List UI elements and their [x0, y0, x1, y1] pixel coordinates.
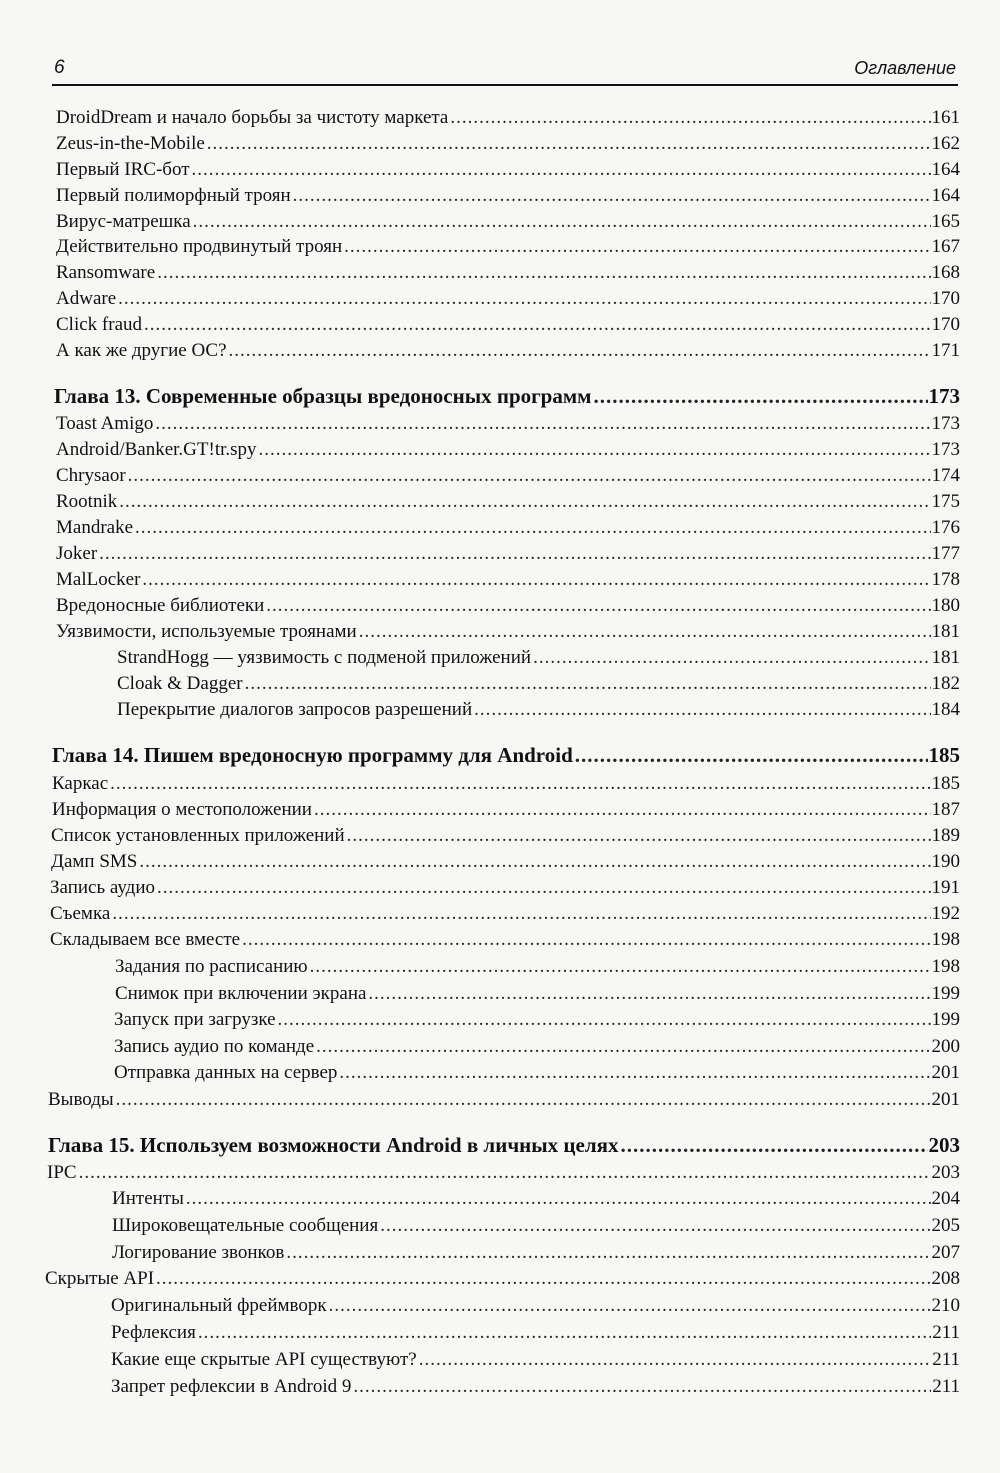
leader-dots: [192, 157, 931, 183]
toc-entry-title: Дамп SMS: [51, 851, 138, 872]
leader-dots: [155, 411, 930, 437]
toc-entry-page: 192: [931, 903, 960, 924]
toc-entry-page: 173: [931, 439, 960, 460]
leader-dots: [286, 1240, 930, 1266]
leader-dots: [110, 771, 930, 797]
toc-entry-title: Съемка: [50, 903, 111, 924]
toc-entry-page: 181: [931, 621, 960, 642]
leader-dots: [193, 209, 931, 235]
toc-entry-page: 210: [931, 1295, 960, 1316]
toc-entry[interactable]: [56, 183, 960, 209]
toc-entry[interactable]: [51, 823, 960, 849]
leader-dots: [339, 1060, 930, 1086]
toc-entry[interactable]: [56, 209, 960, 235]
toc-entry-title: Ransomware: [56, 262, 156, 283]
toc-entry-page: 199: [931, 983, 960, 1004]
toc-entry-title: StrandHogg — уязвимость с подменой приложений: [117, 647, 532, 668]
toc-entry-title: Первый IRC-бот: [56, 159, 190, 180]
toc-entry-page: 187: [931, 799, 960, 820]
toc-entry-page: 191: [931, 877, 960, 898]
toc-entry-page: 164: [931, 159, 960, 180]
toc-entry-title: Список установленных приложений: [51, 825, 345, 846]
toc-entry-title: Перекрытие диалогов запросов разрешений: [117, 699, 473, 720]
toc-entry[interactable]: [56, 105, 960, 131]
toc-entry[interactable]: [50, 875, 960, 901]
toc-entry[interactable]: [56, 157, 960, 183]
toc-entry[interactable]: [56, 463, 960, 489]
leader-dots: [99, 541, 930, 567]
toc-entry-page: 205: [931, 1215, 960, 1236]
toc-entry-title: Складываем все вместе: [50, 929, 241, 950]
toc-entry-page: 165: [931, 211, 960, 232]
toc-entry[interactable]: [47, 1160, 960, 1186]
toc-entry-title: Adware: [56, 288, 117, 309]
toc-entry-page: 178: [931, 569, 960, 590]
toc-entry-title: Снимок при включении экрана: [115, 983, 367, 1004]
toc-entry-title: Выводы: [48, 1089, 114, 1110]
toc-entry-title: Рефлексия: [111, 1322, 196, 1343]
toc-entry-title: IPC: [47, 1162, 77, 1183]
toc-entry-page: 207: [931, 1242, 960, 1263]
toc-entry-title: Интенты: [112, 1188, 184, 1209]
toc-entry-page: 174: [931, 465, 960, 486]
toc-chapter-15[interactable]: [48, 1130, 960, 1160]
toc-entry-page: 198: [931, 956, 960, 977]
toc-entry-page: 161: [931, 107, 960, 128]
toc-entry-page: 170: [931, 288, 960, 309]
toc-entry-page: 176: [931, 517, 960, 538]
toc-subentry[interactable]: [114, 1007, 960, 1033]
toc-entry-title: Вирус-матрешка: [56, 211, 191, 232]
toc-entry-title: Toast Amigo: [56, 413, 154, 434]
toc-entry[interactable]: [52, 797, 960, 823]
toc-entry-title: Вредоносные библиотеки: [56, 595, 265, 616]
toc-entry[interactable]: [50, 927, 960, 953]
toc-entry-title: Отправка данных на сервер: [114, 1062, 338, 1083]
leader-dots: [533, 645, 930, 671]
toc-chapter-14[interactable]: [52, 740, 960, 770]
leader-dots: [242, 927, 930, 953]
leader-dots: [353, 1374, 931, 1400]
toc-entry[interactable]: [51, 849, 960, 875]
toc-entry-title: Первый полиморфный троян: [56, 185, 291, 206]
leader-dots: [419, 1347, 932, 1373]
leader-dots: [368, 981, 930, 1007]
leader-dots: [135, 515, 930, 541]
leader-dots: [119, 489, 930, 515]
toc-entry-title: Запрет рефлексии в Android 9: [111, 1376, 352, 1397]
toc-entry-page: 171: [931, 340, 960, 361]
leader-dots: [186, 1186, 931, 1212]
toc-subentry[interactable]: [114, 1034, 960, 1060]
toc-entry[interactable]: [52, 771, 960, 797]
toc-entry-title: Запись аудио по команде: [114, 1036, 315, 1057]
leader-dots: [380, 1213, 930, 1239]
toc-entry[interactable]: [56, 286, 960, 312]
toc-chapter-title: Глава 14. Пишем вредоносную программу для Android: [52, 743, 573, 767]
leader-dots: [344, 234, 930, 260]
toc-entry-title: А как же другие ОС?: [56, 340, 227, 361]
toc-entry-title: MalLocker: [56, 569, 141, 590]
toc-entry-page: 189: [931, 825, 960, 846]
leader-dots: [310, 954, 931, 980]
toc-entry[interactable]: [56, 489, 960, 515]
toc-entry-page: 185: [931, 773, 960, 794]
leader-dots: [329, 1293, 931, 1319]
toc-entry-page: 182: [931, 673, 960, 694]
toc-subentry[interactable]: [115, 981, 960, 1007]
toc-entry-title: Задания по расписанию: [115, 956, 308, 977]
toc-entry-page: 198: [931, 929, 960, 950]
toc-entry[interactable]: [56, 541, 960, 567]
toc-entry-title: Широковещательные сообщения: [112, 1215, 379, 1236]
leader-dots: [116, 1087, 931, 1113]
toc-entry-title: Скрытые API: [45, 1268, 155, 1289]
toc-entry-page: 204: [931, 1188, 960, 1209]
toc-entry-title: Android/Banker.GT!tr.spy: [56, 439, 257, 460]
toc-entry-title: Действительно продвинутый троян: [56, 236, 343, 257]
leader-dots: [293, 183, 931, 209]
toc-entry-page: 168: [931, 262, 960, 283]
toc-chapter-page: 185: [928, 743, 960, 767]
leader-dots: [142, 567, 930, 593]
leader-dots: [450, 105, 930, 131]
leader-dots: [144, 312, 930, 338]
toc-chapter-page: 203: [928, 1133, 960, 1157]
toc-entry-page: 208: [931, 1268, 960, 1289]
toc-subentry[interactable]: [112, 1240, 960, 1266]
toc-subentry[interactable]: [117, 671, 960, 697]
toc-subentry[interactable]: [112, 1213, 960, 1239]
toc-entry[interactable]: [56, 515, 960, 541]
toc-entry-page: 181: [931, 647, 960, 668]
toc-entry-title: Mandrake: [56, 517, 134, 538]
toc-entry[interactable]: [45, 1266, 960, 1292]
toc-entry-title: Joker: [56, 543, 98, 564]
toc-entry-page: 170: [931, 314, 960, 335]
toc-subentry[interactable]: [111, 1320, 960, 1346]
toc-chapter-title: Глава 13. Современные образцы вредоносных программ: [54, 384, 592, 408]
leader-dots: [157, 875, 931, 901]
toc-entry-page: 177: [931, 543, 960, 564]
toc-entry-page: 180: [931, 595, 960, 616]
toc-chapter-page: 173: [928, 384, 960, 408]
leader-dots: [207, 131, 931, 157]
toc-entry-page: 211: [932, 1349, 960, 1370]
leader-dots: [316, 1034, 930, 1060]
toc-entry-page: 173: [931, 413, 960, 434]
toc-entry-title: Zeus-in-the-Mobile: [56, 133, 205, 154]
toc-entry[interactable]: [56, 437, 960, 463]
toc-subentry[interactable]: [114, 1060, 960, 1086]
toc-subentry[interactable]: [117, 697, 960, 723]
leader-dots: [79, 1160, 931, 1186]
toc-subentry[interactable]: [111, 1374, 960, 1400]
toc-entry[interactable]: [48, 1087, 960, 1113]
toc-entry-page: 200: [931, 1036, 960, 1057]
toc-entry-title: Chrysaor: [56, 465, 126, 486]
toc-entry[interactable]: [56, 619, 960, 645]
leader-dots: [575, 740, 928, 770]
leader-dots: [229, 338, 931, 364]
toc-entry-title: Запуск при загрузке: [114, 1009, 276, 1030]
toc-entry[interactable]: [56, 312, 960, 338]
leader-dots: [474, 697, 930, 723]
toc-subentry[interactable]: [112, 1186, 960, 1212]
toc-entry-title: Логирование звонков: [112, 1242, 285, 1263]
toc-entry-page: 203: [931, 1162, 960, 1183]
toc-chapter-title: Глава 15. Используем возможности Android в личных целях: [48, 1133, 619, 1157]
toc-subentry[interactable]: [111, 1293, 960, 1319]
leader-dots: [157, 260, 930, 286]
toc-entry-page: 175: [931, 491, 960, 512]
toc-subentry[interactable]: [111, 1347, 960, 1373]
toc-entry-title: Оригинальный фреймворк: [111, 1295, 327, 1316]
toc-entry[interactable]: [56, 131, 960, 157]
toc-entry[interactable]: [56, 567, 960, 593]
leader-dots: [278, 1007, 931, 1033]
toc-entry[interactable]: [50, 901, 960, 927]
toc-entry-page: 201: [931, 1089, 960, 1110]
leader-dots: [112, 901, 930, 927]
toc-entry-page: 184: [931, 699, 960, 720]
toc-entry-title: Cloak & Dagger: [117, 673, 243, 694]
leader-dots: [259, 437, 931, 463]
toc-entry-page: 167: [931, 236, 960, 257]
toc-entry-page: 199: [931, 1009, 960, 1030]
leader-dots: [347, 823, 931, 849]
toc-entry-title: DroidDream и начало борьбы за чистоту маркета: [56, 107, 449, 128]
section-title: Оглавление: [854, 58, 956, 78]
leader-dots: [620, 1130, 927, 1160]
leader-dots: [314, 797, 931, 823]
toc-entry[interactable]: [56, 593, 960, 619]
toc-entry-title: Запись аудио: [50, 877, 155, 898]
toc-entry[interactable]: [56, 234, 960, 260]
toc-entry-title: Click fraud: [56, 314, 143, 335]
leader-dots: [156, 1266, 930, 1292]
toc-entry-title: Уязвимости, используемые троянами: [56, 621, 357, 642]
leader-dots: [593, 381, 927, 411]
toc-subentry[interactable]: [115, 954, 960, 980]
toc-entry-page: 190: [931, 851, 960, 872]
leader-dots: [266, 593, 930, 619]
toc-entry-page: 162: [931, 133, 960, 154]
toc-subentry[interactable]: [117, 645, 960, 671]
leader-dots: [128, 463, 931, 489]
leader-dots: [359, 619, 931, 645]
page-number: 6: [54, 57, 65, 78]
leader-dots: [198, 1320, 931, 1346]
toc-entry-page: 164: [931, 185, 960, 206]
toc-entry-page: 211: [932, 1376, 960, 1397]
leader-dots: [139, 849, 930, 875]
toc-entry[interactable]: [56, 338, 960, 364]
leader-dots: [118, 286, 930, 312]
toc-chapter-13[interactable]: [54, 381, 960, 411]
toc-entry-page: 211: [932, 1322, 960, 1343]
toc-entry-page: 201: [931, 1062, 960, 1083]
toc-entry-title: Rootnik: [56, 491, 118, 512]
toc-entry[interactable]: [56, 411, 960, 437]
leader-dots: [245, 671, 931, 697]
toc-entry-title: Информация о местоположении: [52, 799, 312, 820]
toc-entry[interactable]: [56, 260, 960, 286]
toc-entry-title: Каркас: [52, 773, 109, 794]
toc-entry-title: Какие еще скрытые API существуют?: [111, 1349, 417, 1370]
